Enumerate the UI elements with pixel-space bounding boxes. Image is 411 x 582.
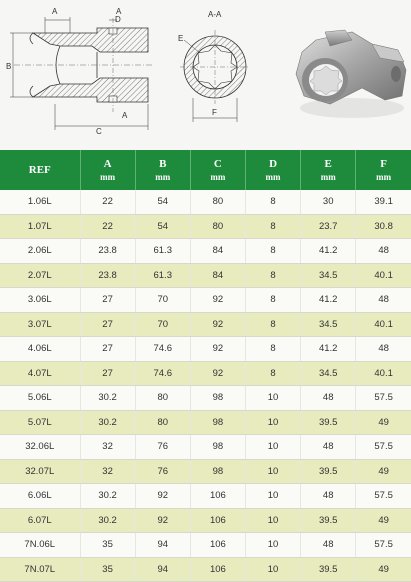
dim-label-f: F <box>212 108 217 117</box>
cell-d: 10 <box>245 459 300 484</box>
section-title: A-A <box>208 10 222 19</box>
header-c: C mm <box>190 150 245 190</box>
cell-d: 10 <box>245 386 300 411</box>
cell-b: 70 <box>135 288 190 313</box>
table-row <box>0 263 411 288</box>
cell-c: 80 <box>190 190 245 214</box>
cell-e: 23.7 <box>301 214 356 239</box>
yoke-drawings <box>0 0 411 150</box>
cell-c: 106 <box>190 533 245 558</box>
table-row <box>0 312 411 337</box>
cell-f: 40.1 <box>356 263 411 288</box>
cell-f: 48 <box>356 239 411 264</box>
cell-f: 48 <box>356 288 411 313</box>
cell-a: 23.8 <box>80 263 135 288</box>
cell-d: 8 <box>245 337 300 362</box>
cell-e: 34.5 <box>301 312 356 337</box>
cell-b: 61.3 <box>135 239 190 264</box>
cell-e: 39.5 <box>301 508 356 533</box>
table-row <box>0 337 411 362</box>
cell-a: 30.2 <box>80 386 135 411</box>
cell-e: 41.2 <box>301 288 356 313</box>
cell-e: 48 <box>301 386 356 411</box>
cell-e: 41.2 <box>301 337 356 362</box>
cell-c: 98 <box>190 435 245 460</box>
header-ref: REF <box>0 150 80 190</box>
cell-a: 27 <box>80 337 135 362</box>
cell-d: 8 <box>245 239 300 264</box>
cell-ref: 5.06L <box>0 386 80 411</box>
cell-f: 40.1 <box>356 361 411 386</box>
cell-e: 39.5 <box>301 410 356 435</box>
cell-b: 61.3 <box>135 263 190 288</box>
table-header-row <box>0 150 411 190</box>
cell-c: 106 <box>190 484 245 509</box>
cell-d: 10 <box>245 484 300 509</box>
table-row <box>0 508 411 533</box>
cell-a: 22 <box>80 190 135 214</box>
cell-ref: 5.07L <box>0 410 80 435</box>
cell-d: 10 <box>245 557 300 582</box>
cell-ref: 1.06L <box>0 190 80 214</box>
cell-d: 10 <box>245 410 300 435</box>
cell-b: 92 <box>135 508 190 533</box>
cell-ref: 6.06L <box>0 484 80 509</box>
cell-a: 27 <box>80 312 135 337</box>
cell-d: 10 <box>245 508 300 533</box>
cell-a: 35 <box>80 533 135 558</box>
cell-b: 54 <box>135 214 190 239</box>
cell-e: 48 <box>301 435 356 460</box>
cell-a: 30.2 <box>80 484 135 509</box>
cell-e: 39.5 <box>301 557 356 582</box>
cell-a: 27 <box>80 361 135 386</box>
cell-ref: 7N.06L <box>0 533 80 558</box>
cell-e: 34.5 <box>301 263 356 288</box>
section-mark-a-top: A <box>116 7 122 16</box>
cell-d: 10 <box>245 435 300 460</box>
cell-ref: 4.06L <box>0 337 80 362</box>
cell-a: 30.2 <box>80 508 135 533</box>
technical-drawing-area <box>0 0 411 150</box>
cell-c: 84 <box>190 239 245 264</box>
cell-c: 92 <box>190 361 245 386</box>
cell-c: 106 <box>190 508 245 533</box>
cell-ref: 3.07L <box>0 312 80 337</box>
table-row <box>0 214 411 239</box>
cell-f: 57.5 <box>356 533 411 558</box>
cell-e: 48 <box>301 533 356 558</box>
section-mark-a-bottom: A <box>122 111 128 120</box>
dim-label-b: B <box>6 62 12 71</box>
cell-e: 30 <box>301 190 356 214</box>
cell-c: 98 <box>190 459 245 484</box>
header-f: F mm <box>356 150 411 190</box>
cell-d: 8 <box>245 361 300 386</box>
cell-ref: 32.06L <box>0 435 80 460</box>
table-row <box>0 557 411 582</box>
cell-ref: 3.06L <box>0 288 80 313</box>
cell-c: 98 <box>190 410 245 435</box>
table-row <box>0 533 411 558</box>
cell-c: 92 <box>190 312 245 337</box>
table-row <box>0 435 411 460</box>
cell-d: 8 <box>245 312 300 337</box>
cell-ref: 4.07L <box>0 361 80 386</box>
table-row <box>0 459 411 484</box>
table-body <box>0 190 411 582</box>
yoke-product-photo <box>296 30 406 118</box>
cell-ref: 7N.07L <box>0 557 80 582</box>
cell-f: 30.8 <box>356 214 411 239</box>
cell-a: 30.2 <box>80 410 135 435</box>
cell-f: 57.5 <box>356 386 411 411</box>
cell-c: 92 <box>190 288 245 313</box>
table-row <box>0 190 411 214</box>
cell-f: 57.5 <box>356 484 411 509</box>
dim-label-c: C <box>96 127 102 136</box>
cell-f: 57.5 <box>356 435 411 460</box>
cell-a: 27 <box>80 288 135 313</box>
cell-b: 94 <box>135 533 190 558</box>
cell-ref: 2.07L <box>0 263 80 288</box>
cell-f: 49 <box>356 557 411 582</box>
cell-f: 49 <box>356 459 411 484</box>
cell-b: 76 <box>135 435 190 460</box>
table-row <box>0 361 411 386</box>
cell-b: 94 <box>135 557 190 582</box>
cell-e: 39.5 <box>301 459 356 484</box>
cell-d: 8 <box>245 190 300 214</box>
dim-label-a: A <box>52 7 58 16</box>
cell-f: 39.1 <box>356 190 411 214</box>
cell-c: 80 <box>190 214 245 239</box>
cell-f: 49 <box>356 410 411 435</box>
specification-table <box>0 150 411 582</box>
header-a: A mm <box>80 150 135 190</box>
header-b: B mm <box>135 150 190 190</box>
cell-a: 35 <box>80 557 135 582</box>
cell-a: 32 <box>80 459 135 484</box>
table-row <box>0 410 411 435</box>
cell-b: 70 <box>135 312 190 337</box>
cell-d: 8 <box>245 263 300 288</box>
cell-d: 8 <box>245 214 300 239</box>
header-d: D mm <box>245 150 300 190</box>
cell-b: 92 <box>135 484 190 509</box>
cell-b: 74.6 <box>135 337 190 362</box>
cell-b: 76 <box>135 459 190 484</box>
cell-f: 48 <box>356 337 411 362</box>
cell-ref: 32.07L <box>0 459 80 484</box>
cell-a: 32 <box>80 435 135 460</box>
cell-b: 54 <box>135 190 190 214</box>
table-row <box>0 386 411 411</box>
dim-label-d: D <box>115 15 121 24</box>
table-row <box>0 484 411 509</box>
cell-e: 34.5 <box>301 361 356 386</box>
cell-a: 23.8 <box>80 239 135 264</box>
dim-label-e: E <box>178 34 184 43</box>
cell-e: 48 <box>301 484 356 509</box>
cell-f: 49 <box>356 508 411 533</box>
cell-b: 80 <box>135 410 190 435</box>
table-row <box>0 288 411 313</box>
cell-c: 84 <box>190 263 245 288</box>
cell-e: 41.2 <box>301 239 356 264</box>
side-view-drawing <box>10 17 152 130</box>
cell-f: 40.1 <box>356 312 411 337</box>
cell-b: 80 <box>135 386 190 411</box>
cell-d: 8 <box>245 288 300 313</box>
table-row <box>0 239 411 264</box>
cell-c: 98 <box>190 386 245 411</box>
cell-ref: 2.06L <box>0 239 80 264</box>
cell-d: 10 <box>245 533 300 558</box>
cell-a: 22 <box>80 214 135 239</box>
cell-c: 106 <box>190 557 245 582</box>
cell-ref: 6.07L <box>0 508 80 533</box>
header-e: E mm <box>301 150 356 190</box>
cell-c: 92 <box>190 337 245 362</box>
cell-ref: 1.07L <box>0 214 80 239</box>
cell-b: 74.6 <box>135 361 190 386</box>
